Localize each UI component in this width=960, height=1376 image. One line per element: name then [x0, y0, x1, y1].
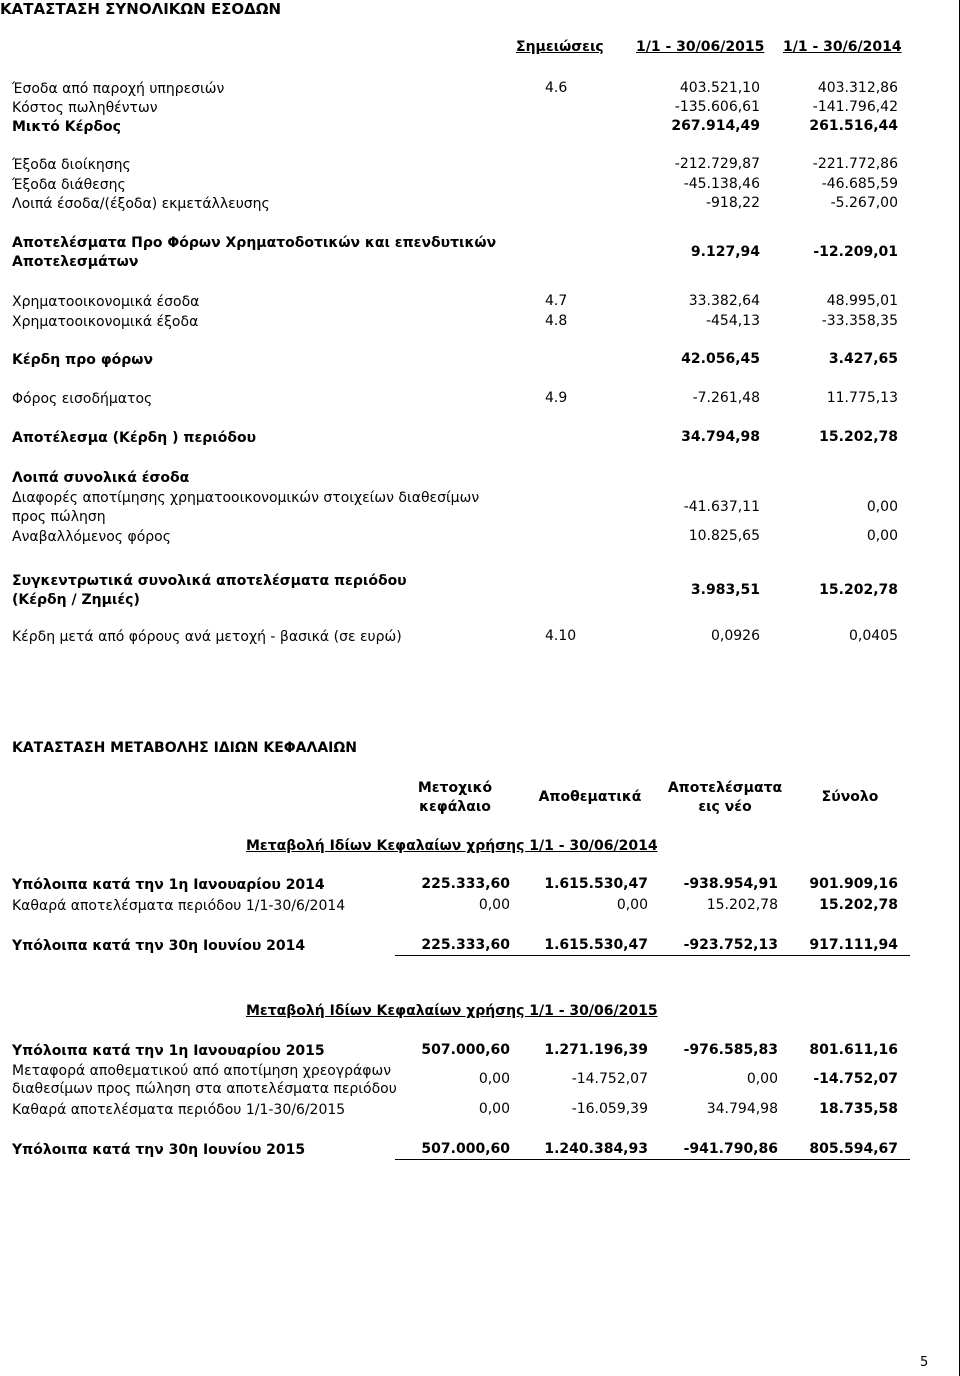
income-value-v2015: 42.056,45	[681, 351, 760, 367]
equity-cell-c3: 0,00	[746, 1071, 778, 1087]
income-value-v2014: 48.995,01	[826, 293, 898, 309]
income-value-v2014: 0,00	[866, 499, 898, 515]
income-value-v2014: 403.312,86	[817, 80, 898, 96]
income-value-v2015: 403.521,10	[679, 80, 760, 96]
col-header-total: Σύνολο	[821, 789, 879, 805]
income-value-v2014: 15.202,78	[819, 429, 898, 445]
equity-cell-c3: -976.585,83	[683, 1042, 778, 1058]
equity-cell-c2: 1.615.530,47	[544, 876, 648, 892]
equity-cell-c4: 901.909,16	[809, 876, 898, 892]
equity-row-label: Καθαρά αποτελέσματα περιόδου 1/1-30/6/2014	[12, 898, 346, 914]
col-header-share-capital: Μετοχικό κεφάλαιο	[417, 780, 493, 815]
income-row-label: Αποτελέσματα Προ Φόρων Χρηματοδοτικών και επενδυτικών Αποτελεσμάτων	[12, 235, 497, 270]
equity-row-label: Υπόλοιπα κατά την 1η Ιανουαρίου 2015	[12, 1043, 325, 1059]
income-value-v2014: -5.267,00	[830, 195, 898, 211]
equity-row-label: Καθαρά αποτελέσματα περιόδου 1/1-30/6/2015	[12, 1102, 346, 1118]
income-value-v2014: -33.358,35	[821, 313, 898, 329]
page-number: 5	[920, 1355, 929, 1370]
equity-cell-c4: -14.752,07	[813, 1071, 898, 1087]
header-period-2015: 1/1 - 30/06/2015	[636, 39, 765, 55]
equity-cell-c1: 225.333,60	[421, 937, 510, 953]
equity-cell-c2: -14.752,07	[571, 1071, 648, 1087]
income-value-v2015: -212.729,87	[674, 156, 760, 172]
equity-cell-c3: 34.794,98	[706, 1101, 778, 1117]
equity-cell-c1: 0,00	[478, 897, 510, 913]
income-row-label: Συγκεντρωτικά συνολικά αποτελέσματα περιόδου (Κέρδη / Ζημιές)	[12, 573, 407, 608]
equity-cell-c2: 1.615.530,47	[544, 937, 648, 953]
balance-underline	[395, 1159, 910, 1160]
equity-cell-c2: -16.059,39	[571, 1101, 648, 1117]
income-row-label: Χρηματοοικονομικά έσοδα	[12, 294, 200, 310]
income-row-note: 4.10	[545, 628, 577, 644]
equity-title: ΚΑΤΑΣΤΑΣΗ ΜΕΤΑΒΟΛΗΣ ΙΔΙΩΝ ΚΕΦΑΛΑΙΩΝ	[12, 740, 358, 756]
income-value-v2015: -7.261,48	[692, 390, 760, 406]
income-value-v2015: -454,13	[705, 313, 760, 329]
income-value-v2014: -46.685,59	[821, 176, 898, 192]
equity-cell-c1: 507.000,60	[421, 1042, 510, 1058]
equity-cell-c4: 801.611,16	[809, 1042, 898, 1058]
income-row-label: Έξοδα διοίκησης	[12, 157, 131, 173]
income-value-v2014: 0,00	[866, 528, 898, 544]
income-row-label: Έσοδα από παροχή υπηρεσιών	[12, 81, 225, 97]
equity-cell-c4: 805.594,67	[809, 1141, 898, 1157]
equity-cell-c4: 18.735,58	[819, 1101, 898, 1117]
income-value-v2015: 9.127,94	[690, 244, 760, 260]
income-value-v2014: 15.202,78	[819, 582, 898, 598]
income-value-v2014: -141.796,42	[812, 99, 898, 115]
income-value-v2014: 11.775,13	[826, 390, 898, 406]
equity-row-label: Υπόλοιπα κατά την 1η Ιανουαρίου 2014	[12, 877, 325, 893]
income-row-label: Διαφορές αποτίμησης χρηματοοικονομικών στοιχείων διαθεσίμων προς πώληση	[12, 490, 480, 525]
income-row-label: Μικτό Κέρδος	[12, 119, 121, 135]
income-row-label: Κέρδη μετά από φόρους ανά μετοχή - βασικά (σε ευρώ)	[12, 629, 402, 645]
equity-cell-c3: -938.954,91	[683, 876, 778, 892]
income-row-label: Λοιπά έσοδα/(έξοδα) εκμετάλλευσης	[12, 196, 270, 212]
income-value-v2015: 33.382,64	[688, 293, 760, 309]
income-row-note: 4.6	[545, 80, 568, 96]
income-row-label: Αναβαλλόμενος φόρος	[12, 529, 171, 545]
equity-cell-c4: 917.111,94	[809, 937, 898, 953]
equity-cell-c2: 1.240.384,93	[544, 1141, 648, 1157]
income-value-v2014: -12.209,01	[813, 244, 898, 260]
income-value-v2015: 3.983,51	[690, 582, 760, 598]
income-row-note: 4.8	[545, 313, 568, 329]
equity-cell-c1: 507.000,60	[421, 1141, 510, 1157]
equity-cell-c1: 0,00	[478, 1071, 510, 1087]
equity-cell-c4: 15.202,78	[819, 897, 898, 913]
header-notes: Σημειώσεις	[516, 39, 604, 55]
equity-row-label: Μεταφορά αποθεματικού από αποτίμηση χρεογράφων διαθεσίμων προς πώληση στα αποτελέσματα περιόδου	[12, 1063, 397, 1097]
income-value-v2014: 0,0405	[849, 628, 898, 644]
income-value-v2015: 267.914,49	[671, 118, 760, 134]
income-value-v2015: -918,22	[705, 195, 760, 211]
equity-row-label: Υπόλοιπα κατά την 30η Ιουνίου 2015	[12, 1142, 306, 1158]
income-row-label: Χρηματοοικονομικά έξοδα	[12, 314, 199, 330]
equity-section-title: Μεταβολή Ιδίων Κεφαλαίων χρήσης 1/1 - 30/06/2014	[246, 838, 658, 854]
income-row-label: Αποτέλεσμα (Κέρδη ) περιόδου	[12, 430, 257, 446]
equity-cell-c1: 225.333,60	[421, 876, 510, 892]
equity-cell-c3: 15.202,78	[706, 897, 778, 913]
income-row-label: Έξοδα διάθεσης	[12, 177, 126, 193]
income-value-v2014: 261.516,44	[809, 118, 898, 134]
income-value-v2014: -221.772,86	[812, 156, 898, 172]
income-row-label: Φόρος εισοδήματος	[12, 391, 153, 407]
income-value-v2015: 34.794,98	[681, 429, 760, 445]
col-header-retained-earnings: Αποτελέσματα εις νέο	[667, 780, 783, 815]
income-value-v2015: -135.606,61	[674, 99, 760, 115]
equity-cell-c3: -941.790,86	[683, 1141, 778, 1157]
header-period-2014: 1/1 - 30/6/2014	[783, 39, 902, 55]
income-value-v2015: -45.138,46	[683, 176, 760, 192]
income-row-label: Κέρδη προ φόρων	[12, 352, 154, 368]
income-value-v2015: 0,0926	[711, 628, 760, 644]
equity-cell-c3: -923.752,13	[683, 937, 778, 953]
income-value-v2015: -41.637,11	[683, 499, 760, 515]
income-value-v2014: 3.427,65	[828, 351, 898, 367]
income-row-label: Λοιπά συνολικά έσοδα	[12, 470, 190, 486]
income-row-label: Κόστος πωληθέντων	[12, 100, 158, 116]
balance-underline	[395, 955, 910, 956]
equity-section-title: Μεταβολή Ιδίων Κεφαλαίων χρήσης 1/1 - 30/06/2015	[246, 1003, 658, 1019]
income-value-v2015: 10.825,65	[688, 528, 760, 544]
equity-cell-c2: 1.271.196,39	[544, 1042, 648, 1058]
equity-cell-c1: 0,00	[478, 1101, 510, 1117]
equity-row-label: Υπόλοιπα κατά την 30η Ιουνίου 2014	[12, 938, 306, 954]
income-title: ΚΑΤΑΣΤΑΣΗ ΣΥΝΟΛΙΚΩΝ ΕΣΟΔΩΝ	[0, 0, 282, 18]
equity-cell-c2: 0,00	[616, 897, 648, 913]
income-row-note: 4.7	[545, 293, 568, 309]
income-row-note: 4.9	[545, 390, 568, 406]
col-header-reserves: Αποθεματικά	[538, 789, 642, 805]
